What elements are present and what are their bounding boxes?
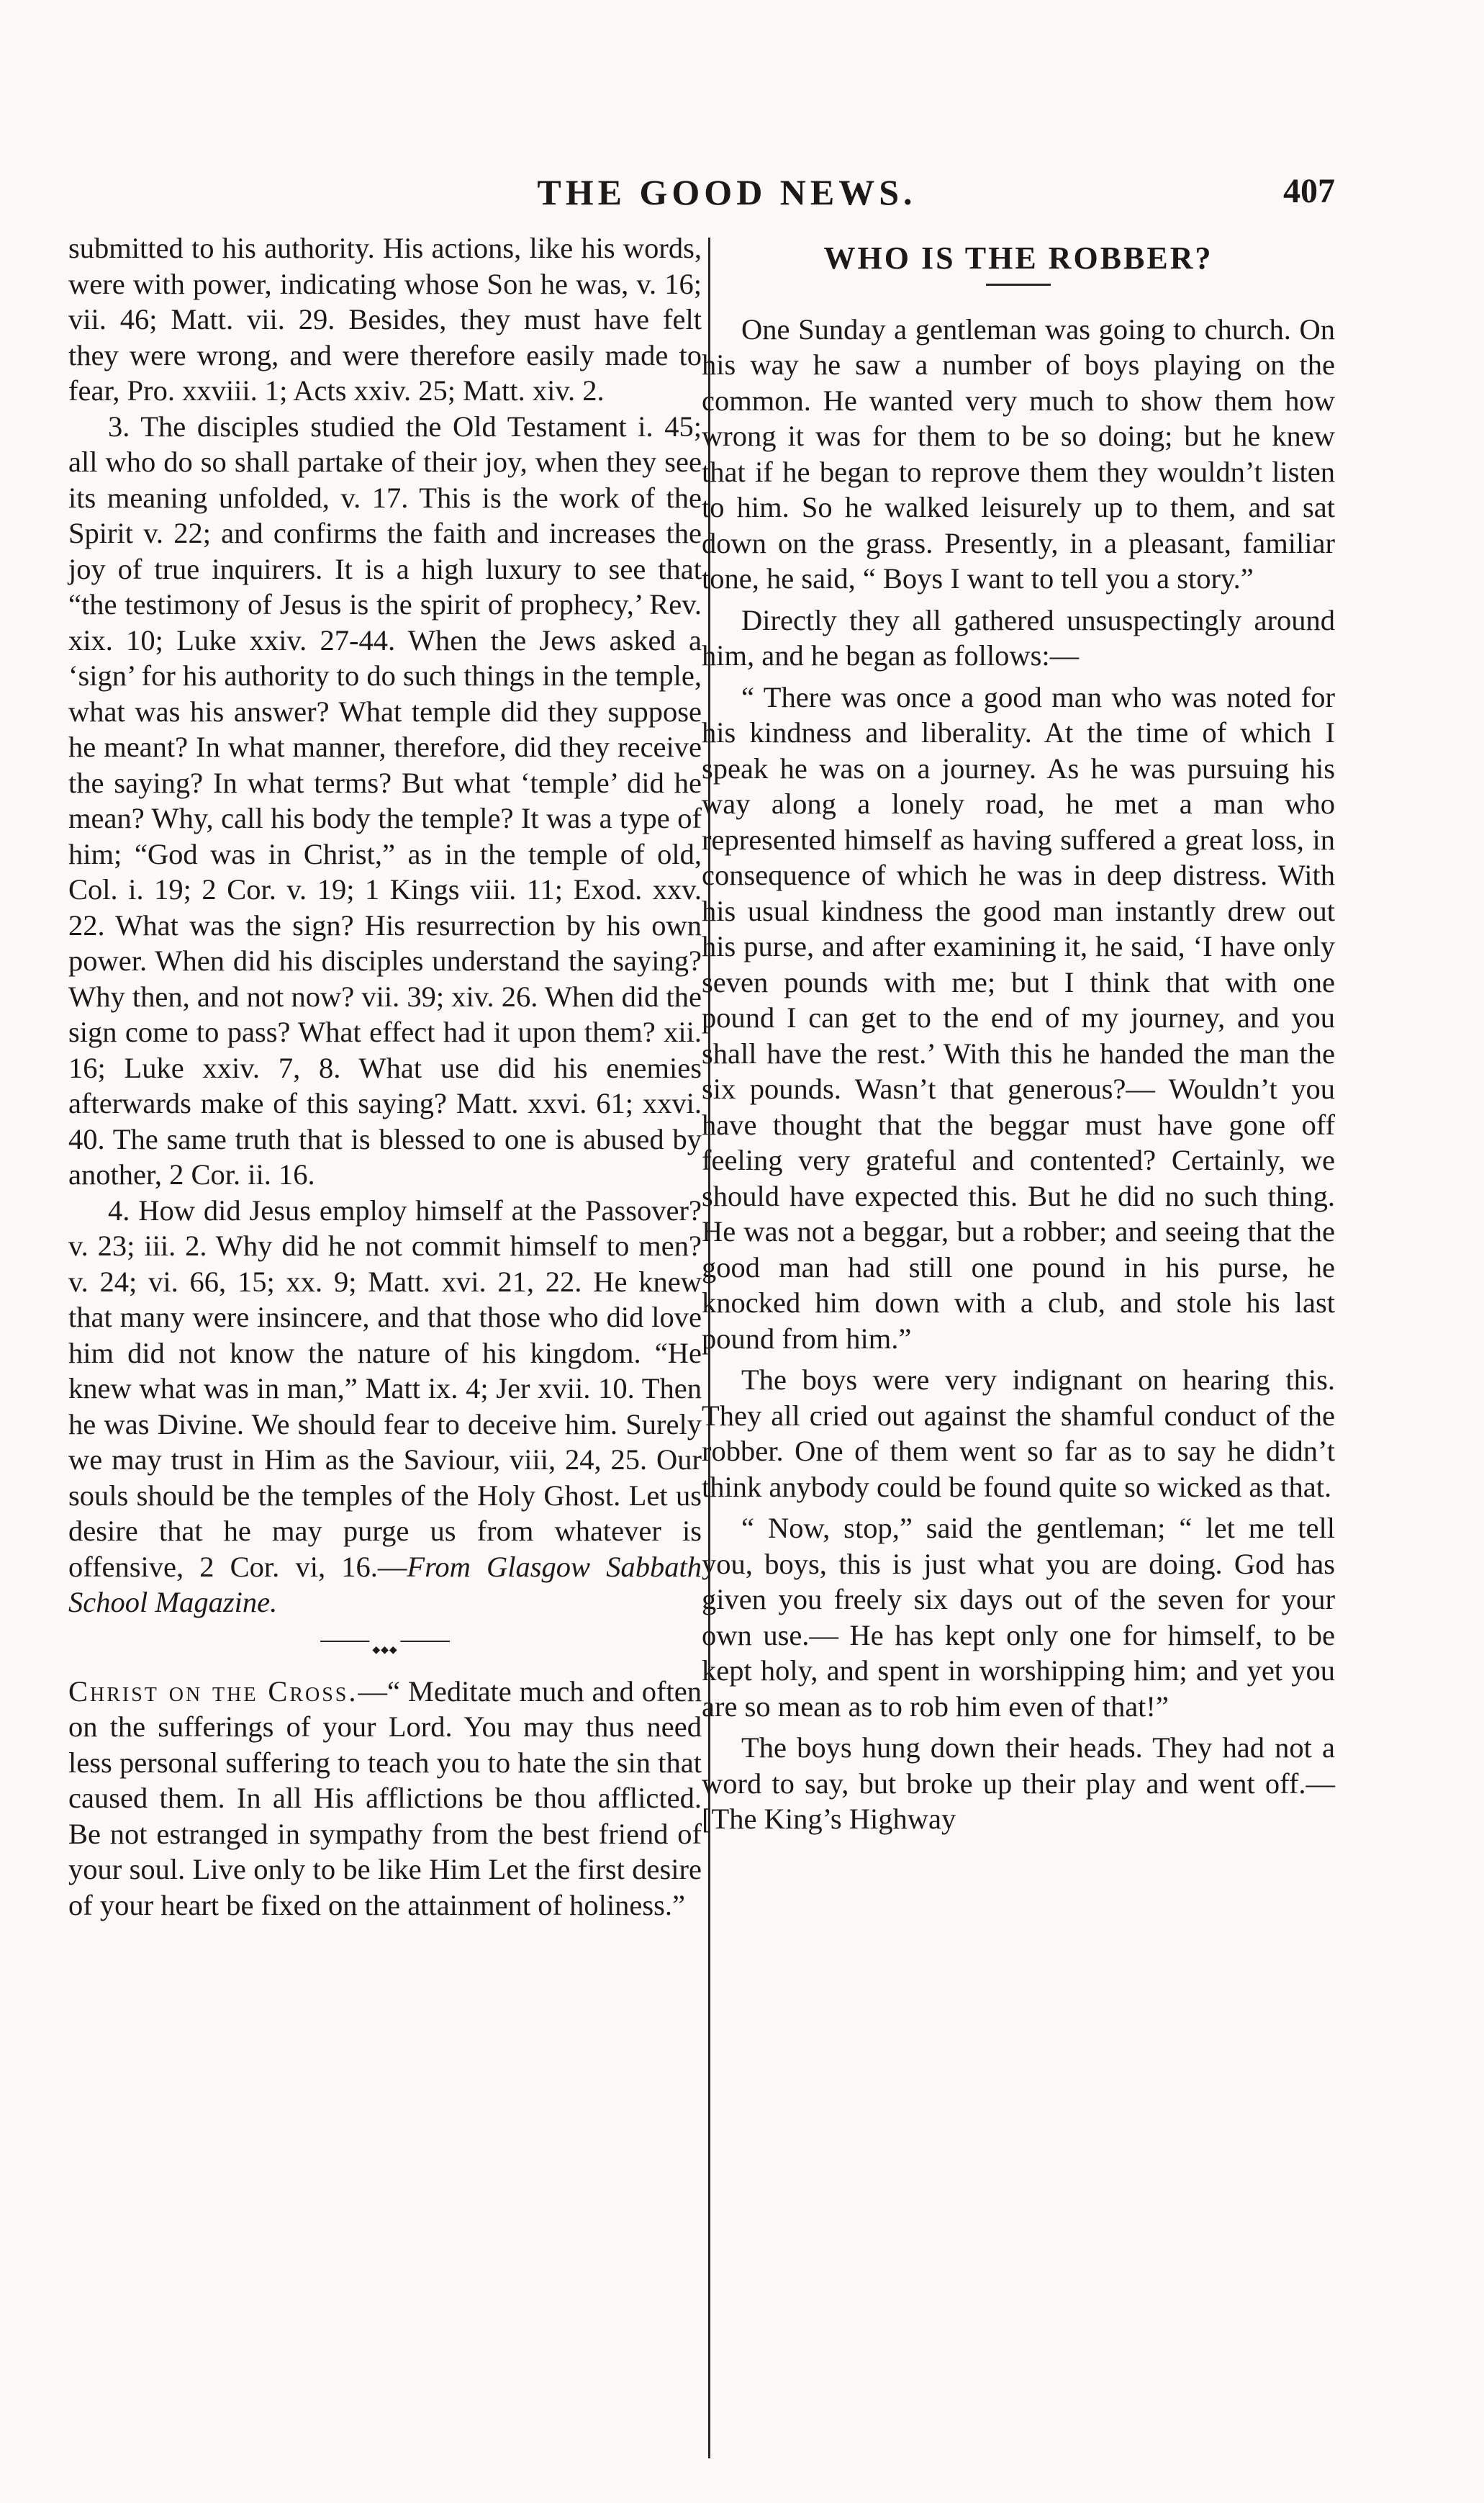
story-paragraph-2: Directly they all gathered unsuspectingly around him, and he began as follows:— — [702, 603, 1335, 672]
running-head: THE GOOD NEWS. — [537, 172, 917, 212]
story-paragraph-1: One Sunday a gentleman was going to church. On his way he saw a number of boys playing on the common. He wanted very much to show them how wrong it was for them to be so doing; but he knew that if he began to reprove them they wouldn’t listen to him. So he walked leisurely up to them, and sat down on the grass. Presently, in a pleasant, familiar tone, he said, “ Boys I want to tell you a story.” — [702, 312, 1335, 595]
story-paragraph-3: “ There was once a good man who was noted for his kindness and liberality. At the time of which I speak he was on a journey. As he was pursuing his way along a lonely road, he met a man who represented himself as having suffered a great loss, in consequence of which he was in deep distress. With his usual kindness the good man instantly drew out his purse, and after examining it, he said, ‘I have only seven pounds with me; but I think that with one pound I can get to the end of my journey, and you shall have the rest.’ With this he handed the man the six pounds. Wasn’t that generous?— Wouldn’t you have thought that the beggar must have gone off feeling very grateful and contented? Certainly, we should have expected this. But he did no such thing. He was not a beggar, but a robber; and seeing that the good man had still one pound in his purse, he knocked him down with a club, and stole his last pound from him.” — [702, 680, 1335, 1355]
ornament-divider — [320, 1641, 450, 1642]
story-paragraph-5: “ Now, stop,” said the gentleman; “ let me tell you, boys, this is just what you are doing. God has given you freely six days out of the seven for your own use.— He has kept only one for himself, to be kept holy, and spent in worshipping him; and yet you are so mean as to rob him even of that!” — [702, 1512, 1335, 1723]
story-paragraph-4: The boys were very indignant on hearing this. They all cried out against the shamful conduct of the robber. One of them went so far as to say he didn’t think anybody could be found quite so wicked as that. — [702, 1363, 1335, 1503]
right-column — [702, 230, 1335, 1843]
story-paragraph-6: The boys hung down their heads. They had not a word to say, but broke up their play and went off.—[The King’s Highway — [702, 1731, 1335, 1835]
christ-heading: Christ on the Cross. — [68, 1674, 358, 1708]
left-paragraph-1: submitted to his authority. His actions, like his words, were with power, indicating whose Son he was, v. 16; vii. 46; Matt. vii. 29. Besides, they must have felt they were wrong, and were therefore easily made to fear, Pro. xxviii. 1; Acts xxiv. 25; Matt. xiv. 2. — [68, 232, 702, 407]
left-paragraph-3 — [68, 1193, 702, 1620]
christ-text: —“ Meditate much and often on the sufferings of your Lord. You may thus need less personal suffering to teach you to hate the sin that caused them. In all His afflictions be thou afflicted. Be not estranged in sympathy from the best friend of your soul. Live only to be like Him Let the first desire of your heart be fixed on the attainment of holiness.” — [68, 1674, 702, 1921]
source-credit: From Glasgow Sabbath School Magazine. — [68, 1550, 702, 1618]
left-paragraph-2: 3. The disciples studied the Old Testament i. 45; all who do so shall partake of their joy, when they see its meaning unfolded, v. 17. This is the work of the Spirit v. 22; and confirms the faith and increases the joy of true inquirers. It is a high luxury to see that “the testimony of Jesus is the spirit of prophecy,’ Rev. xix. 10; Luke xxiv. 27-44. When the Jews asked a ‘sign’ for his authority to do such things in the temple, what was his answer? What temple did they suppose he meant? In what manner, therefore, did they receive the saying? In what terms? But what ‘temple’ did he mean? Why, call his body the temple? It was a type of him; “God was in Christ,” as in the temple of old, Col. i. 19; 2 Cor. v. 19; 1 Kings viii. 11; Exod. xxv. 22. What was the sign? His resurrection by his own power. When did his disciples understand the saying? Why then, and not now? vii. 39; xiv. 26. When did the sign come to pass? What effect had it upon them? xii. 16; Luke xxiv. 7, 8. What use did his enemies afterwards make of this saying? Matt. xxvi. 61; xxvi. 40. The same truth that is blessed to one is abused by another, 2 Cor. ii. 16. — [68, 410, 702, 1191]
left-paragraph-3-text: 4. How did Jesus employ himself at the Passover? v. 23; iii. 2. Why did he not commit himself to men? v. 24; vi. 66, 15; xx. 9; Matt. xvi. 21, 22. He knew that many were insincere, and that those who did love him did not know the nature of his kingdom. “He knew what was in man,” Matt ix. 4; Jer xvii. 10. Then he was Divine. We should fear to deceive him. Surely we may trust in Him as the Saviour, viii, 24, 25. Our souls should be the temples of the Holy Ghost. Let us desire that he may purge us from whatever is offensive, 2 Cor. vi, 16.— — [68, 1194, 702, 1583]
page-number: 407 — [1283, 172, 1335, 210]
christ-on-the-cross-paragraph — [68, 1674, 702, 1924]
title-rule — [986, 284, 1051, 286]
story-title: WHO IS THE ROBBER? — [823, 240, 1213, 276]
left-column — [68, 230, 702, 1923]
